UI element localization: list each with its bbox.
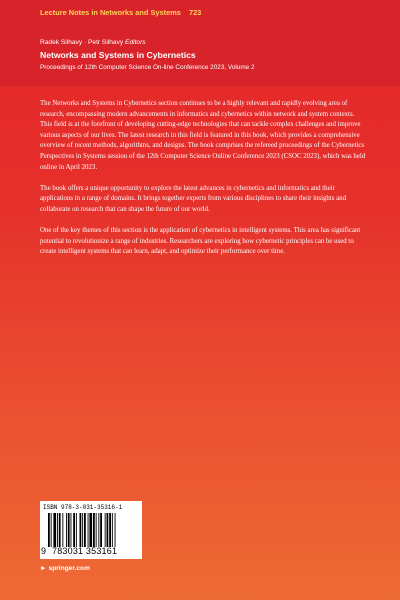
barcode-bar: [107, 513, 109, 547]
arrow-right-icon: ►: [40, 565, 47, 572]
series-line: [40, 8, 201, 17]
barcode-bar: [68, 513, 70, 547]
blurb-paragraph: One of the key themes of this section is the application of cybernetics in intelligent systems. This area has significant potential to revolutionize a range of industries. Researchers are exploring how cybernetic principles can be used to create intelligent systems that can learn, adapt, and optimize their performance over time.: [40, 227, 361, 256]
isbn-label: ISBN 978-3-031-35316-1: [43, 504, 123, 511]
barcode-bar: [48, 513, 50, 547]
barcode-bar: [53, 513, 56, 547]
barcode-bar: [76, 513, 77, 547]
barcode-bar: [112, 513, 113, 547]
isbn-barcode-box: [40, 501, 142, 559]
barcode-bar: [84, 513, 86, 547]
barcode-bar: [93, 513, 95, 547]
blurb-paragraph: The book offers a unique opportunity to explore the latest advances in cybernetics and informatics and their applications in a range of domains. It brings together experts from various disciplines to share their insights and collaborate on research that can shape the future of our world.: [40, 184, 346, 213]
barcode-bar: [51, 513, 52, 547]
series-name: Lecture Notes in Networks and Systems: [40, 8, 181, 17]
publisher-link[interactable]: [40, 565, 90, 572]
publisher-url: springer.com: [48, 565, 90, 572]
barcode-bar: [66, 513, 67, 547]
barcode-bar: [73, 513, 75, 547]
blurb-paragraph: The Networks and Systems in Cybernetics section continues to be a highly relevant and rapidly evolving area of research, encompassing modern advancements in informatics and cybernetics within network and system contexts. This field is at the forefront of developing cutting-edge technologies that can tackle complex challenges and improve various aspects of our lives. The latest research in this field is featured in this book, which provides a comprehensive overview of recent methods, algorithms, and designs. The book comprises the refereed proceedings of the Cybernetics Perspectives in Systems session of the 12th Computer Science Online Conference 2023 (CSOC 2023), which was held online in April 2023.: [40, 100, 366, 171]
barcode-bar: [115, 513, 116, 547]
barcode-bar: [98, 513, 99, 547]
barcode-bar: [109, 513, 111, 547]
book-title: Networks and Systems in Cybernetics: [40, 50, 196, 60]
barcode-bar: [105, 513, 106, 547]
barcode-bar: [88, 513, 89, 547]
back-cover-blurb: [40, 99, 366, 269]
barcode-bar: [59, 513, 61, 547]
barcode-bar: [62, 513, 63, 547]
barcode-bar: [89, 513, 92, 547]
barcode-bar: [96, 513, 97, 547]
editors-label: Editors: [125, 39, 146, 46]
series-number: 723: [188, 8, 202, 17]
barcode-remaining-digits: 783031 353161: [52, 546, 118, 556]
book-subtitle: Proceedings of 12th Computer Science On-line Conference 2023, Volume 2: [40, 64, 255, 71]
barcode-bar: [71, 513, 72, 547]
barcode-bar: [57, 513, 58, 547]
barcode-icon: [48, 513, 136, 547]
barcode-bar: [80, 513, 82, 547]
editors-line: [40, 39, 146, 46]
barcode-bar: [100, 513, 102, 547]
barcode-bar: [82, 513, 83, 547]
editor-names: Radek Silhavy · Petr Silhavy: [40, 39, 124, 46]
barcode-first-digit: 9: [41, 546, 47, 556]
